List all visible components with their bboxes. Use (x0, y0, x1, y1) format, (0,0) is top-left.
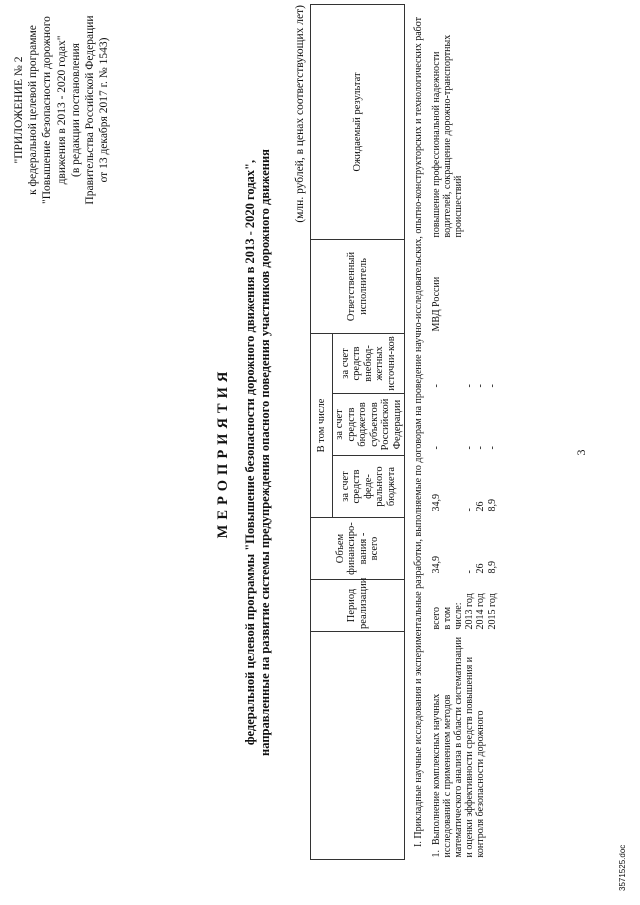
extrabudget-cell: - (430, 384, 442, 388)
activity-number: 1. (430, 850, 442, 858)
period-cell: в том числе: (441, 602, 464, 630)
executor-cell: МВД России (430, 276, 442, 332)
header-period: Период реализации (311, 580, 405, 632)
period-cell: 2015 год (486, 593, 498, 630)
header-result: Ожидаемый результат (311, 4, 405, 239)
header-in-total: В том числе (311, 333, 333, 517)
header-regional: за счет средств бюджетов субъектов Российской Федерации (333, 394, 405, 456)
federal-cell: 26 (475, 501, 487, 512)
appendix-line: движения в 2013 - 2020 годах" (55, 35, 68, 185)
document-subtitle-line-2: направленные на развитие системы предупреждения опасного поведения участников дорожного движения (258, 149, 272, 756)
volume-cell: 26 (475, 563, 487, 574)
appendix-line: "Повышение безопасности дорожного (41, 16, 54, 204)
volume-cell: 34,9 (430, 556, 442, 574)
units-note: (млн. рублей, в ценах соответствующих лет) (294, 5, 306, 223)
period-cell: 2014 год (475, 593, 487, 630)
file-name-footer: 3571525.doc (618, 844, 627, 891)
header-executor: Ответственный исполнитель (311, 239, 405, 333)
volume-cell: - (464, 570, 476, 574)
result-cell: повышение профессиональной надежности водителей, сокращение дорожно-транспортных происшествий (430, 34, 464, 238)
section-title: I. Прикладные научные исследования и экспериментальные разработки, выполняемые по договорам на проведение научно-исследовательских, опытно-конструкторских и технологических работ (413, 17, 424, 847)
appendix-line: к федеральной целевой программе (27, 25, 40, 195)
page-number: 3 (574, 449, 588, 456)
regional-cell: - (475, 446, 487, 450)
activity-cell (429, 632, 498, 860)
extrabudget-cell: - (486, 384, 498, 388)
extrabudget-cell: - (475, 384, 487, 388)
table-row (429, 4, 442, 859)
header-federal: за счет средств феде-рального бюджета (333, 456, 405, 518)
regional-cell: - (430, 446, 442, 450)
header-activity-blank (311, 632, 405, 860)
federal-cell: - (464, 508, 476, 512)
federal-cell (442, 456, 464, 518)
activity-text: Выполнение комплексных научных исследований с применением методов математического анализа в области систематизации и оценки эффективности средств повышения и контроля безопасности дорожного (430, 636, 487, 858)
appendix-line: "ПРИЛОЖЕНИЕ № 2 (13, 56, 25, 164)
document-title: МЕРОПРИЯТИЯ (215, 366, 231, 539)
regional-cell: - (486, 446, 498, 450)
regional-cell: - (464, 446, 476, 450)
period-cell: всего (430, 606, 442, 630)
activities-table (310, 4, 498, 860)
appendix-line: от 13 декабря 2017 г. № 1543) (98, 37, 111, 183)
appendix-header (12, 5, 111, 215)
appendix-line: (в редакции постановления (69, 43, 82, 177)
header-extrabudget: за счет средств внебюд-жетных источни-ков (333, 333, 405, 393)
extrabudget-cell: - (464, 384, 476, 388)
extrabudget-cell (442, 333, 464, 393)
federal-cell: 8,9 (486, 499, 498, 512)
volume-cell: 8,9 (486, 561, 498, 574)
document-subtitle-line-1: федеральной целевой программы "Повышение безопасности дорожного движения в 2013 - 2020 годах", (243, 159, 257, 746)
federal-cell: 34,9 (430, 494, 442, 512)
appendix-line: Правительства Российской Федерации (84, 15, 97, 205)
period-cell: 2013 год (464, 593, 476, 630)
regional-cell (442, 394, 464, 456)
volume-cell (442, 518, 464, 580)
header-volume: Объем финансиро-вания - всего (311, 518, 405, 580)
